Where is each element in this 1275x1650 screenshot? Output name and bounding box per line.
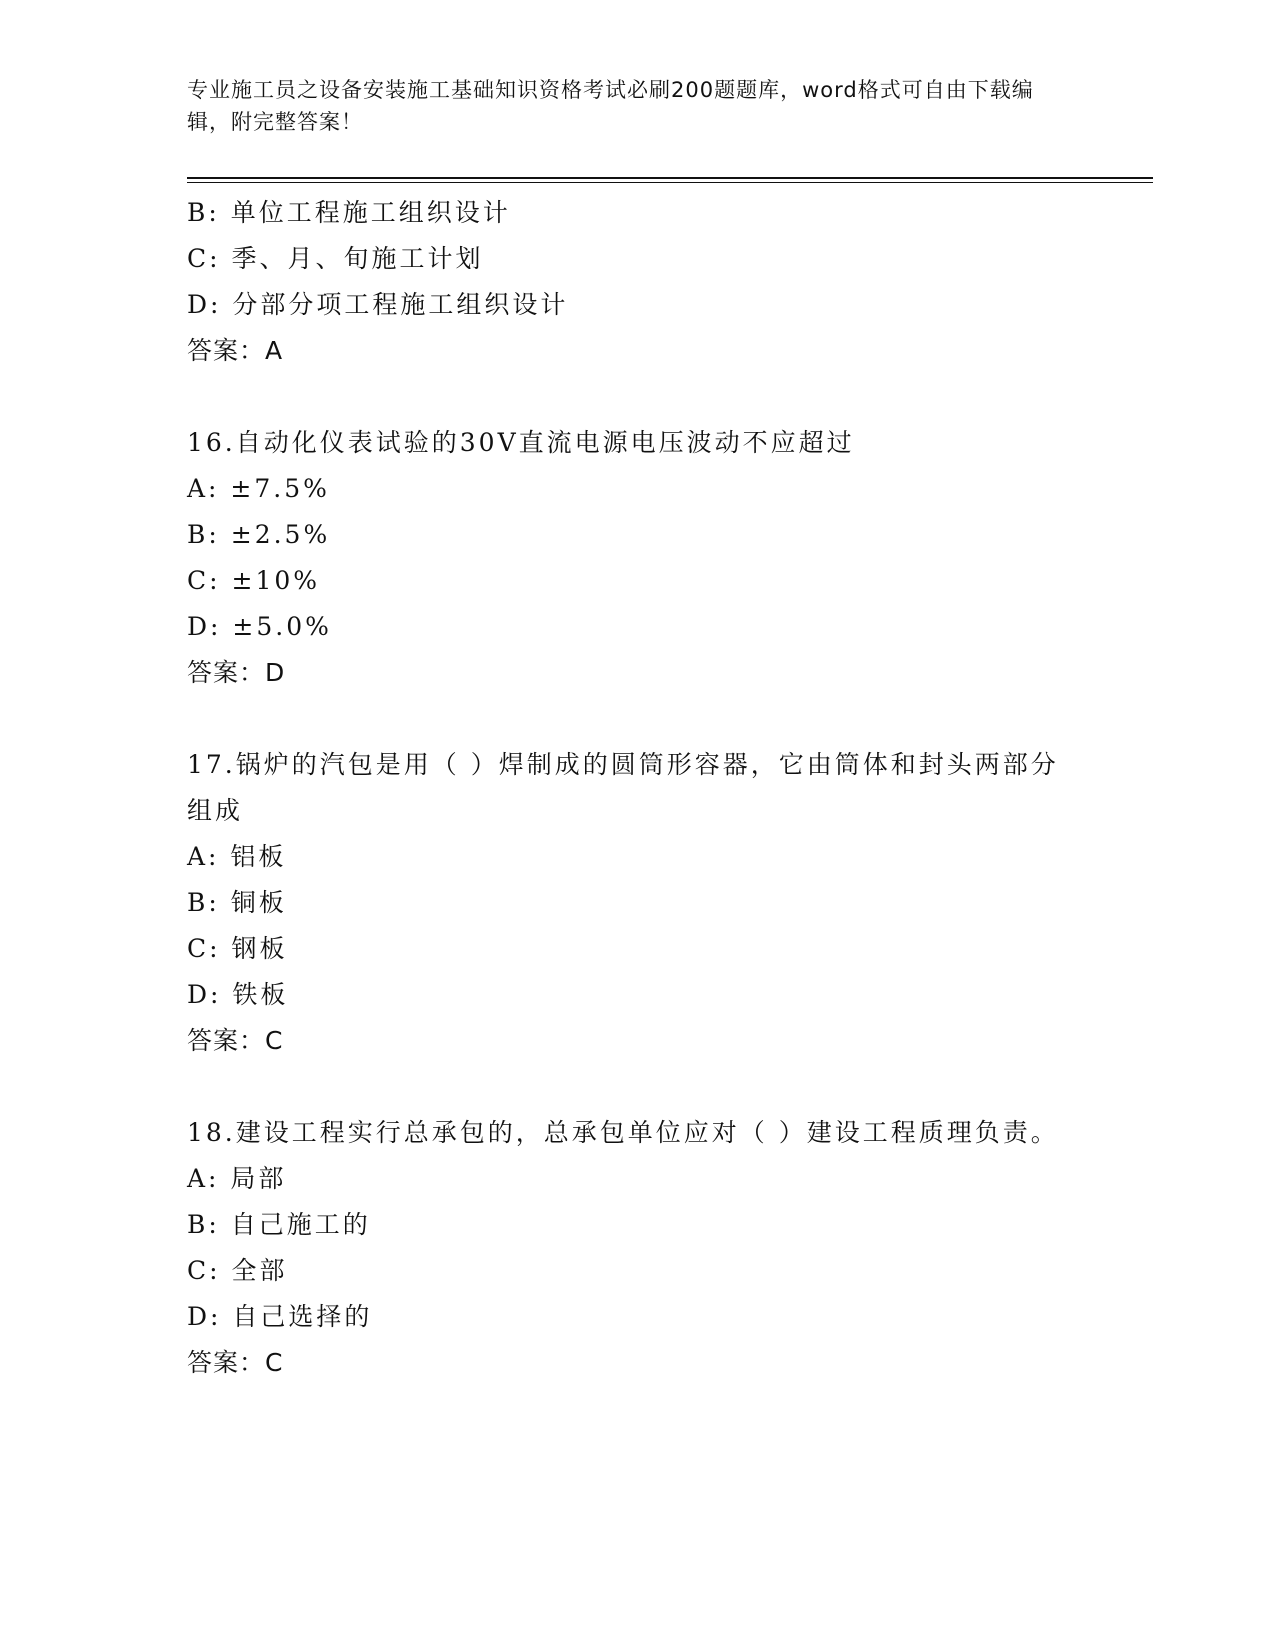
option-c: C: 季、月、旬施工计划 (187, 244, 484, 273)
option-d: D: 铁板 (187, 980, 289, 1009)
option-b: B: 自己施工的 (187, 1210, 371, 1239)
option-d: D: ±5.0% (187, 612, 332, 641)
question-18 (187, 1110, 1067, 1386)
question-text: 16.自动化仪表试验的30V直流电源电压波动不应超过 (187, 428, 855, 457)
answer-line: 答案：A (187, 336, 284, 365)
question-16 (187, 420, 1067, 696)
option-d: D: 自己选择的 (187, 1302, 373, 1331)
spacer (187, 1064, 1067, 1110)
question-text: 18.建设工程实行总承包的，总承包单位应对（ ）建设工程质理负责。 (187, 1118, 1059, 1147)
option-a: A: ±7.5% (187, 474, 330, 503)
question-text: 17.锅炉的汽包是用（ ）焊制成的圆筒形容器，它由筒体和封头两部分组成 (187, 750, 1059, 825)
option-c: C: 全部 (187, 1256, 288, 1285)
question-17 (187, 742, 1067, 1064)
spacer (187, 374, 1067, 420)
spacer (187, 696, 1067, 742)
header-divider-thick (187, 177, 1153, 179)
answer-line: 答案：D (187, 658, 286, 687)
question-list (187, 190, 1067, 1386)
option-c: C: 钢板 (187, 934, 288, 963)
answer-line: 答案：C (187, 1026, 284, 1055)
answer-line: 答案：C (187, 1348, 284, 1377)
partial-question (187, 190, 1067, 374)
document-header: 专业施工员之设备安装施工基础知识资格考试必刷200题题库，word格式可自由下载编辑，附完整答案！ (187, 78, 1034, 134)
option-a: A: 铝板 (187, 842, 287, 871)
header-divider-thin (187, 182, 1153, 183)
option-d: D: 分部分项工程施工组织设计 (187, 290, 569, 319)
option-b: B: ±2.5% (187, 520, 331, 549)
option-b: B: 单位工程施工组织设计 (187, 198, 511, 227)
option-b: B: 铜板 (187, 888, 287, 917)
option-c: C: ±10% (187, 566, 321, 595)
option-a: A: 局部 (187, 1164, 287, 1193)
